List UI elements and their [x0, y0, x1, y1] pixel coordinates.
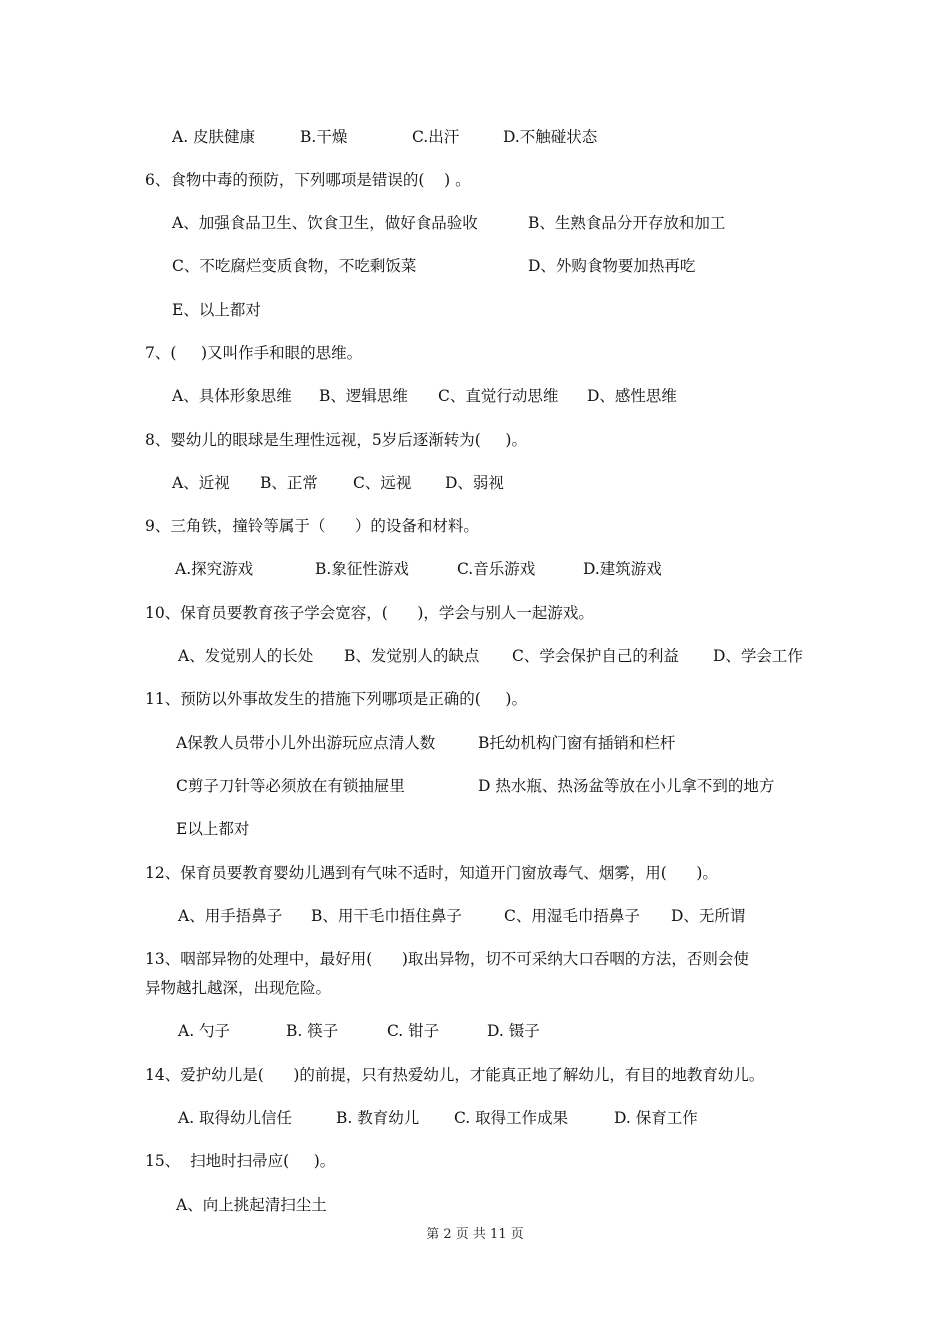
question-10-stem: 10、保育员要教育孩子学会宽容，( )，学会与别人一起游戏。 — [145, 604, 594, 622]
option-a: A、具体形象思维 — [172, 387, 292, 405]
option-d: D.建筑游戏 — [583, 560, 662, 578]
page-number: 第 2 页 共 11 页 — [426, 1227, 524, 1242]
option-e: E、以上都对 — [172, 301, 261, 319]
option-c: C.音乐游戏 — [457, 560, 536, 578]
option-d: D、外购食物要加热再吃 — [528, 257, 696, 275]
option-c: C、直觉行动思维 — [438, 387, 559, 405]
option-a: A. 皮肤健康 — [172, 128, 256, 146]
option-b: B.象征性游戏 — [315, 560, 409, 578]
question-8-stem: 8、婴幼儿的眼球是生理性远视，5岁后逐渐转为( )。 — [145, 431, 527, 449]
option-c: C、不吃腐烂变质食物，不吃剩饭菜 — [172, 257, 417, 275]
option-c: C.出汗 — [412, 128, 460, 146]
option-a: A. 取得幼儿信任 — [178, 1109, 293, 1127]
option-b: B、发觉别人的缺点 — [344, 647, 480, 665]
option-b: B、逻辑思维 — [319, 387, 408, 405]
option-d: D、学会工作 — [713, 647, 803, 665]
option-a: A、向上挑起清扫尘土 — [176, 1196, 327, 1214]
option-b: B、正常 — [260, 474, 318, 492]
question-9-stem: 9、三角铁，撞铃等属于（ ）的设备和材料。 — [145, 517, 479, 535]
option-c: C、远视 — [353, 474, 412, 492]
option-d: D 热水瓶、热汤盆等放在小儿拿不到的地方 — [478, 777, 775, 795]
question-15-stem: 15、 扫地时扫帚应( )。 — [145, 1152, 336, 1170]
question-11-stem: 11、预防以外事故发生的措施下列哪项是正确的( )。 — [145, 690, 527, 708]
option-a: A、用手捂鼻子 — [178, 907, 283, 925]
question-14-stem: 14、爱护幼儿是( )的前提，只有热爱幼儿，才能真正地了解幼儿，有目的地教育幼儿。 — [145, 1066, 765, 1084]
option-b: B. 筷子 — [286, 1022, 339, 1040]
option-c: C剪子刀针等必须放在有锁抽屉里 — [176, 777, 405, 795]
question-7-stem: 7、( )又叫作手和眼的思维。 — [145, 344, 363, 362]
option-d: D、无所谓 — [671, 907, 746, 925]
option-b: B托幼机构门窗有插销和栏杆 — [478, 734, 676, 752]
option-d: D、感性思维 — [587, 387, 677, 405]
option-c: C. 取得工作成果 — [454, 1109, 569, 1127]
question-12-stem: 12、保育员要教育婴幼儿遇到有气味不适时，知道开门窗放毒气、烟雾，用( )。 — [145, 864, 718, 882]
option-b: B.干燥 — [300, 128, 348, 146]
option-c: C. 钳子 — [387, 1022, 440, 1040]
option-a: A.探究游戏 — [175, 560, 254, 578]
option-b: B、生熟食品分开存放和加工 — [528, 214, 726, 232]
question-6-stem: 6、食物中毒的预防，下列哪项是错误的( ) 。 — [145, 171, 471, 189]
option-d: D、弱视 — [445, 474, 504, 492]
option-a: A、近视 — [172, 474, 230, 492]
option-a: A、加强食品卫生、饮食卫生，做好食品验收 — [172, 214, 478, 232]
option-e: E以上都对 — [176, 820, 250, 838]
option-c: C、学会保护自己的利益 — [512, 647, 679, 665]
option-a: A. 勺子 — [178, 1022, 231, 1040]
option-a: A、发觉别人的长处 — [178, 647, 314, 665]
question-13-stem: 13、咽部异物的处理中，最好用( )取出异物，切不可采纳大口吞咽的方法，否则会使 — [145, 950, 749, 968]
option-d: D.不触碰状态 — [503, 128, 598, 146]
option-b: B. 教育幼儿 — [336, 1109, 420, 1127]
question-13-stem-continued: 异物越扎越深，出现危险。 — [145, 979, 332, 997]
option-a: A保教人员带小儿外出游玩应点清人数 — [176, 734, 436, 752]
option-c: C、用湿毛巾捂鼻子 — [504, 907, 640, 925]
option-d: D. 保育工作 — [614, 1109, 698, 1127]
option-d: D. 镊子 — [487, 1022, 540, 1040]
option-b: B、用干毛巾捂住鼻子 — [311, 907, 462, 925]
